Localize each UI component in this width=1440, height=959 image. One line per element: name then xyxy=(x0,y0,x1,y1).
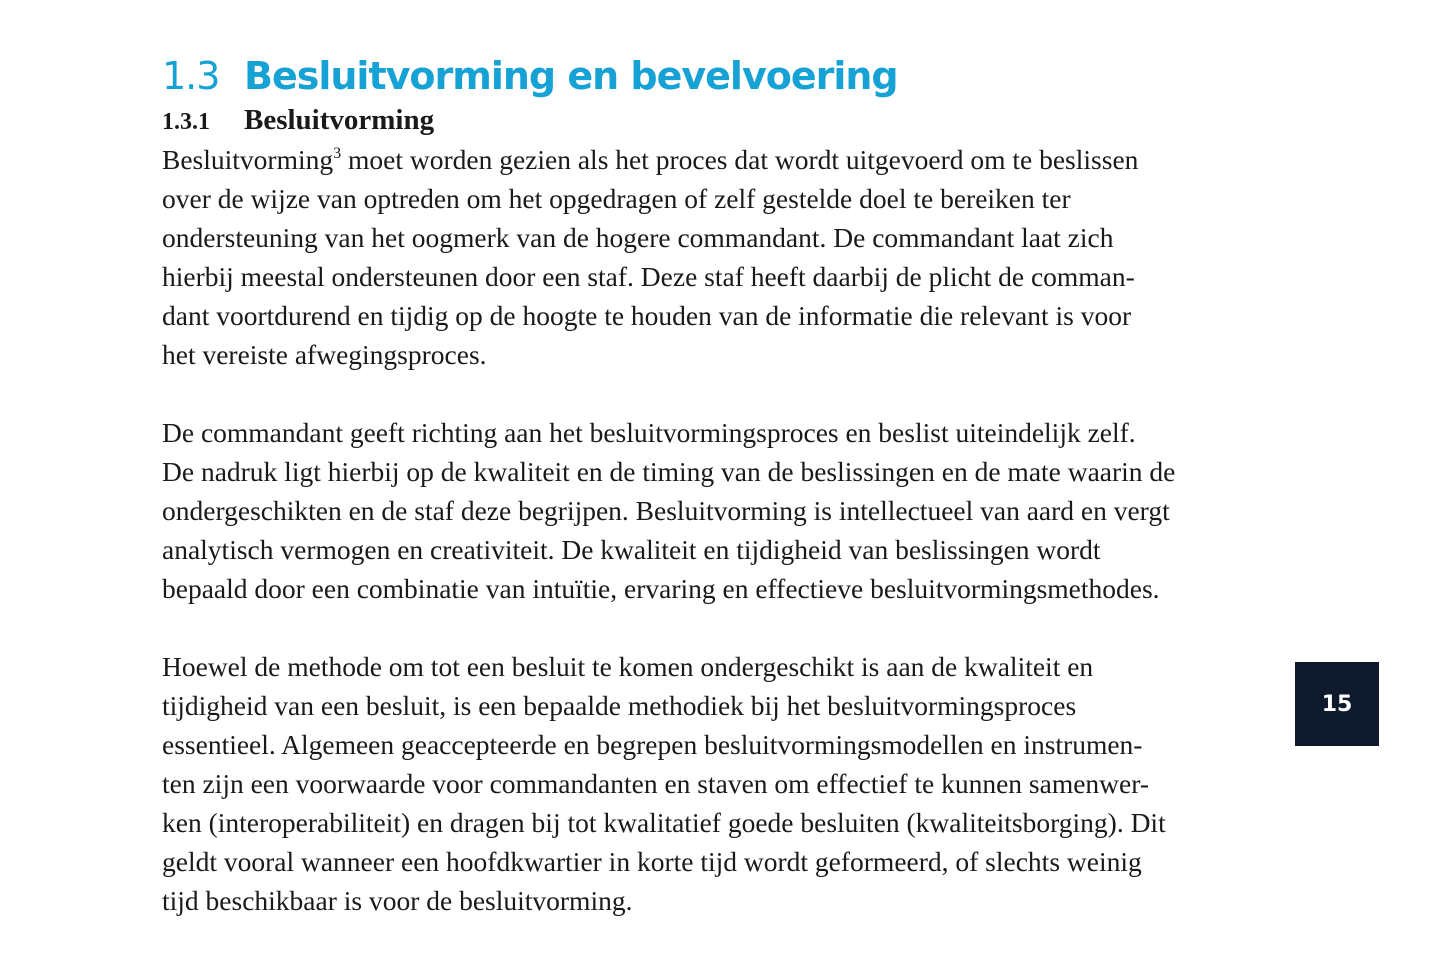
text-line: hierbij meestal ondersteunen door een staf. Deze staf heeft daarbij de plicht de comman- xyxy=(162,261,1135,292)
page-number-badge xyxy=(1295,662,1379,746)
subsection-number: 1.3.1 xyxy=(162,109,210,135)
text-line: essentieel. Algemeen geaccepteerde en begrepen besluitvormingsmodellen en instrumen- xyxy=(162,729,1143,760)
page-number: 15 xyxy=(1321,691,1353,717)
paragraph-1 xyxy=(162,140,1237,374)
text-line: ondergeschikten en de staf deze begrijpen. Besluitvorming is intellectueel van aard en vergt xyxy=(162,495,1170,526)
text-line: analytisch vermogen en creativiteit. De kwaliteit en tijdigheid van beslissingen wordt xyxy=(162,534,1101,565)
section-heading xyxy=(162,48,898,104)
text-fragment: Besluitvorming xyxy=(162,144,334,175)
text-line xyxy=(162,140,1237,179)
subsection-title: Besluitvorming xyxy=(244,104,435,136)
text-line: over de wijze van optreden om het opgedragen of zelf gestelde doel te bereiken ter xyxy=(162,183,1071,214)
text-line: het vereiste afwegingsproces. xyxy=(162,339,487,370)
paragraph-3 xyxy=(162,647,1237,920)
body-text xyxy=(162,140,1237,959)
text-line: tijd beschikbaar is voor de besluitvorming. xyxy=(162,885,633,916)
text-line: bepaald door een combinatie van intuïtie, ervaring en effectieve besluitvormingsmethodes. xyxy=(162,573,1160,604)
text-line: De nadruk ligt hierbij op de kwaliteit en de timing van de beslissingen en de mate waarin de xyxy=(162,456,1176,487)
subsection-heading xyxy=(162,100,434,142)
paragraph-2 xyxy=(162,413,1237,608)
footnote-reference[interactable]: 3 xyxy=(333,145,342,162)
text-fragment: moet worden gezien als het proces dat wordt uitgevoerd om te beslissen xyxy=(341,144,1139,175)
text-line: Hoewel de methode om tot een besluit te komen ondergeschikt is aan de kwaliteit en xyxy=(162,651,1094,682)
text-line: ken (interoperabiliteit) en dragen bij tot kwalitatief goede besluiten (kwaliteitsborging). Dit xyxy=(162,807,1166,838)
text-line: ondersteuning van het oogmerk van de hogere commandant. De commandant laat zich xyxy=(162,222,1114,253)
text-line: De commandant geeft richting aan het besluitvormingsproces en beslist uiteindelijk zelf. xyxy=(162,417,1136,448)
section-title: Besluitvorming en bevelvoering xyxy=(244,54,898,98)
text-line: tijdigheid van een besluit, is een bepaalde methodiek bij het besluitvormingsproces xyxy=(162,690,1077,721)
text-line: ten zijn een voorwaarde voor commandanten en staven om effectief te kunnen samenwer- xyxy=(162,768,1150,799)
section-number: 1.3 xyxy=(162,54,220,98)
text-line: geldt vooral wanneer een hoofdkwartier in korte tijd wordt geformeerd, of slechts weinig xyxy=(162,846,1142,877)
text-line: dant voortdurend en tijdig op de hoogte te houden van de informatie die relevant is voor xyxy=(162,300,1132,331)
